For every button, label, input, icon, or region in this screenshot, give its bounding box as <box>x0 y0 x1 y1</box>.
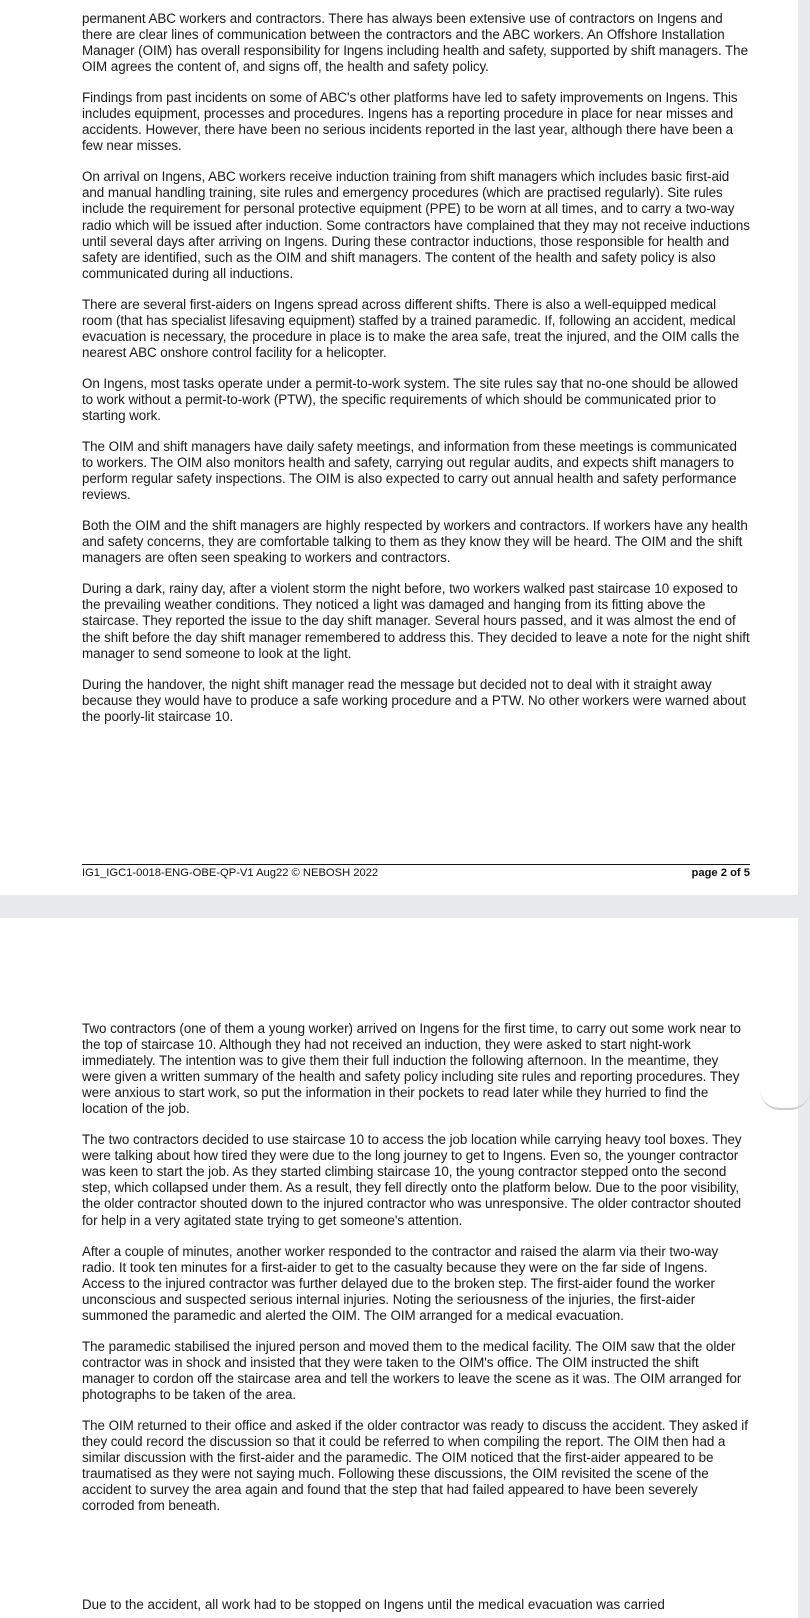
footer-document-code: IG1_IGC1-0018-ENG-OBE-QP-V1 Aug22 © NEBOSH 2022 <box>82 867 379 879</box>
paragraph: Findings from past incidents on some of ABC's other platforms have led to safety improvements on Ingens. This includes equipment, processes and procedures. Ingens has a reporting procedure in place for near misses and accidents. However, there have been no serious incidents reported in the last year, although there have been a few near misses. <box>82 90 738 154</box>
paragraph: Two contractors (one of them a young worker) arrived on Ingens for the first time, to carry out some work near to the top of staircase 10. Although they had not received an induction, they were asked to start night-work immediately. The intention was to give them their full induction the following afternoon. In the meantime, they were given a written summary of the health and safety policy including site rules and reporting procedures. They were anxious to start work, so put the information in their pockets to read later while they hurried to find the location of the job. <box>82 1021 741 1117</box>
footer-divider <box>82 864 750 865</box>
paragraph: The OIM returned to their office and asked if the older contractor was ready to discuss the accident. They asked if they could record the discussion so that it could be referred to when compiling the report. The OIM then had a similar discussion with the first-aider and the paramedic. The OIM noticed that the first-aider appeared to be traumatised as they were not saying much. Following these discussions, the OIM revisited the scene of the accident to survey the area again and found that the step that had failed appeared to have been severely corroded from beneath. <box>82 1417 748 1514</box>
footer-page-number: page 2 of 5 <box>691 867 750 879</box>
paragraph: On Ingens, most tasks operate under a permit-to-work system. The site rules say that no-one should be allowed to work without a permit-to-work (PTW), the specific requirements of which should be communicated prior to starting work. <box>82 375 738 423</box>
paragraph: Both the OIM and the shift managers are highly respected by workers and contractors. If workers have any health and safety concerns, they are comfortable talking to them as they know they will be heard. The OIM and the shift managers are often seen speaking to workers and contractors. <box>82 518 748 566</box>
paragraph: The paramedic stabilised the injured person and moved them to the medical facility. The OIM saw that the older contractor was in shock and insisted that they were taken to the OIM's office. The OIM instructed the shift manager to cordon off the staircase area and tell the workers to leave the scene as it was. The OIM arranged for photographs to be taken of the area. <box>82 1338 742 1402</box>
paragraph: During a dark, rainy day, after a violent storm the night before, two workers walked past staircase 10 exposed to the prevailing weather conditions. They noticed a light was damaged and hanging from its fitting above the staircase. They reported the issue to the day shift manager. Several hours passed, and it was almost the end of the shift before the day shift manager remembered to address this. They decided to leave a note for the night shift manager to send someone to look at the light. <box>82 581 750 661</box>
page-3-body <box>82 1021 750 1529</box>
document-page-3 <box>0 918 798 1618</box>
page-2-body <box>82 11 750 740</box>
paragraph: On arrival on Ingens, ABC workers receive induction training from shift managers which includes basic first-aid and manual handling training, site rules and emergency procedures (which are practised regularly). Site rules include the requirement for personal protective equipment (PPE) to be worn at all times, and to carry a two-way radio which will be issued after induction. Some contractors have complained that they may not receive inductions until several days after arriving on Ingens. During these contractor inductions, those responsible for health and safety are identified, such as the OIM and shift managers. The content of the health and safety policy is also communicated during all inductions. <box>82 169 750 281</box>
paragraph: The two contractors decided to use staircase 10 to access the job location while carrying heavy tool boxes. They were talking about how tired they were due to the long journey to get to Ingens. Even so, the younger contractor was keen to start the job. As they started climbing staircase 10, the young contractor stepped onto the second step, which collapsed under them. As a result, they fell directly onto the platform below. Due to the poor visibility, the older contractor shouted down to the injured contractor who was unresponsive. The older contractor shouted for help in a very agitated state trying to get someone's attention. <box>82 1132 742 1228</box>
paragraph: permanent ABC workers and contractors. There has always been extensive use of contractors on Ingens and there are clear lines of communication between the contractors and the ABC workers. An Offshore Installation Manager (OIM) has overall responsibility for Ingens including health and safety, supported by shift managers. The OIM agrees the content of, and signs off, the health and safety policy. <box>82 11 748 75</box>
paragraph: After a couple of minutes, another worker responded to the contractor and raised the alarm via their two-way radio. It took ten minutes for a first-aider to get to the casualty because they were on the far side of Ingens. Access to the injured contractor was further delayed due to the broken step. The first-aider found the worker unconscious and suspected serious internal injuries. Noting the seriousness of the injuries, the first-aider summoned the paramedic and alerted the OIM. The OIM arranged for a medical evacuation. <box>82 1243 719 1323</box>
paragraph: The OIM and shift managers have daily safety meetings, and information from these meetings is communicated to workers. The OIM also monitors health and safety, carrying out regular audits, and expects shift managers to perform regular safety inspections. The OIM is also expected to carry out annual health and safety performance reviews. <box>82 439 737 503</box>
paragraph: During the handover, the night shift manager read the message but decided not to deal with it straight away because they would have to produce a safe working procedure and a PTW. No other workers were warned about the poorly-lit staircase 10. <box>82 676 746 724</box>
cut-off-text-line: Due to the accident, all work had to be stopped on Ingens until the medical evacuation was carried <box>82 1597 665 1612</box>
paragraph: There are several first-aiders on Ingens spread across different shifts. There is also a well-equipped medical room (that has specialist lifesaving equipment) staffed by a trained paramedic. If, following an accident, medical evacuation is necessary, the procedure in place is to make the area safe, treat the injured, and the OIM calls the nearest ABC onshore control facility for a helicopter. <box>82 296 740 360</box>
